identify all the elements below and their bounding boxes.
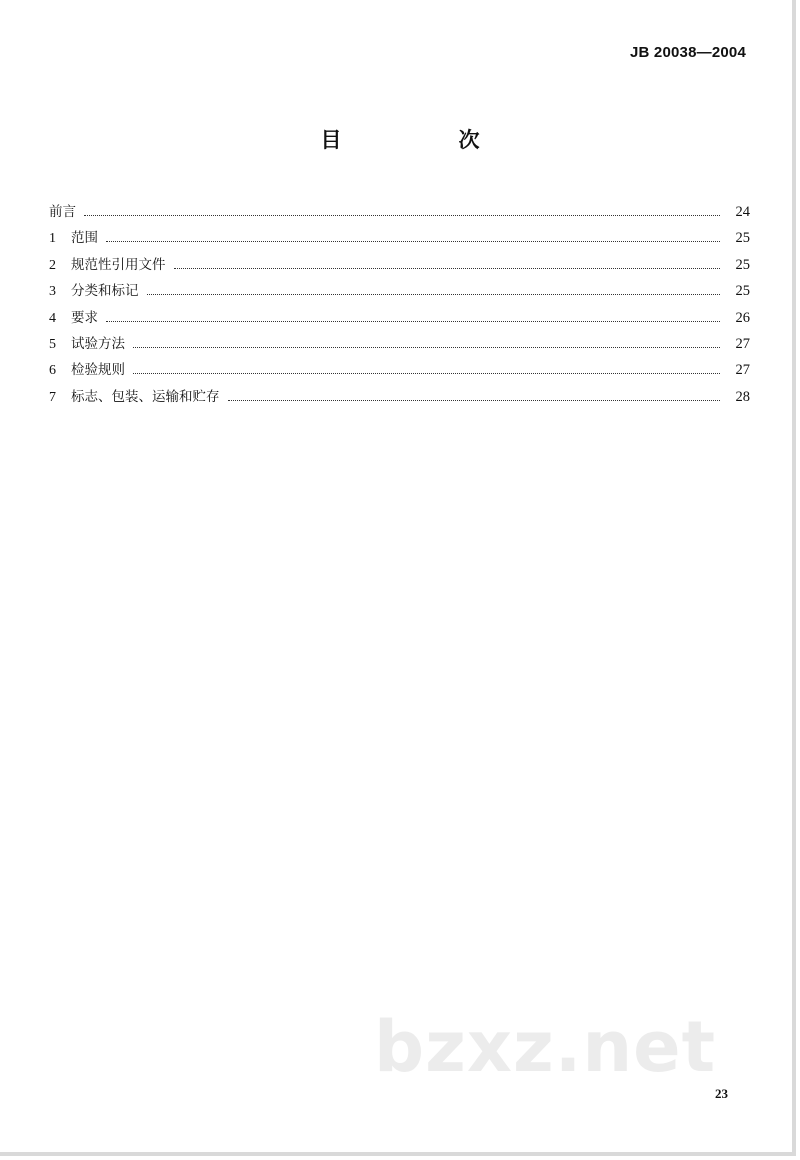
document-code: JB 20038—2004 [629, 44, 746, 61]
toc-page-number: 25 [735, 256, 750, 273]
toc-label: 规范性引用文件 [71, 256, 166, 273]
toc-entry-2[interactable] [49, 253, 750, 279]
dot-leader [174, 268, 721, 269]
dot-leader [84, 215, 720, 216]
toc-entry-5[interactable] [49, 332, 750, 358]
toc-entry-6[interactable] [49, 358, 750, 384]
toc-label: 前言 [49, 204, 76, 220]
toc-entry-4[interactable] [49, 306, 750, 332]
toc-label: 要求 [71, 309, 98, 326]
dot-leader [133, 373, 720, 374]
dot-leader [133, 347, 720, 348]
dot-leader [147, 294, 721, 295]
toc-label: 范围 [71, 230, 98, 247]
toc-section-number: 5 [49, 336, 56, 352]
page-title: 目 次 [320, 128, 528, 152]
toc-entry-foreword[interactable] [49, 200, 750, 226]
toc-section-number: 7 [49, 389, 56, 405]
toc-label: 试验方法 [71, 335, 125, 352]
dot-leader [106, 321, 720, 322]
toc-section-number: 3 [49, 284, 56, 300]
page-number: 23 [715, 1086, 728, 1101]
toc-page-number: 26 [735, 309, 750, 326]
dot-leader [228, 400, 721, 401]
toc-page-number: 27 [735, 335, 750, 352]
toc-page-number: 27 [735, 362, 750, 379]
toc-page-number: 25 [735, 283, 750, 300]
toc-page-number: 28 [735, 388, 750, 405]
toc-entry-7[interactable] [49, 385, 750, 411]
toc-label: 分类和标记 [71, 283, 139, 300]
toc-entry-3[interactable] [49, 279, 750, 305]
toc-label: 检验规则 [71, 362, 125, 379]
table-of-contents [49, 200, 750, 411]
watermark: bzxz.net [374, 1006, 717, 1088]
dot-leader [106, 241, 720, 242]
toc-section-number: 4 [49, 310, 56, 326]
toc-section-number: 2 [49, 257, 56, 273]
toc-label: 标志、包装、运输和贮存 [71, 388, 220, 405]
toc-section-number: 1 [49, 231, 56, 247]
toc-page-number: 25 [735, 230, 750, 247]
toc-page-number: 24 [735, 204, 750, 220]
toc-entry-1[interactable] [49, 226, 750, 252]
toc-section-number: 6 [49, 363, 56, 379]
